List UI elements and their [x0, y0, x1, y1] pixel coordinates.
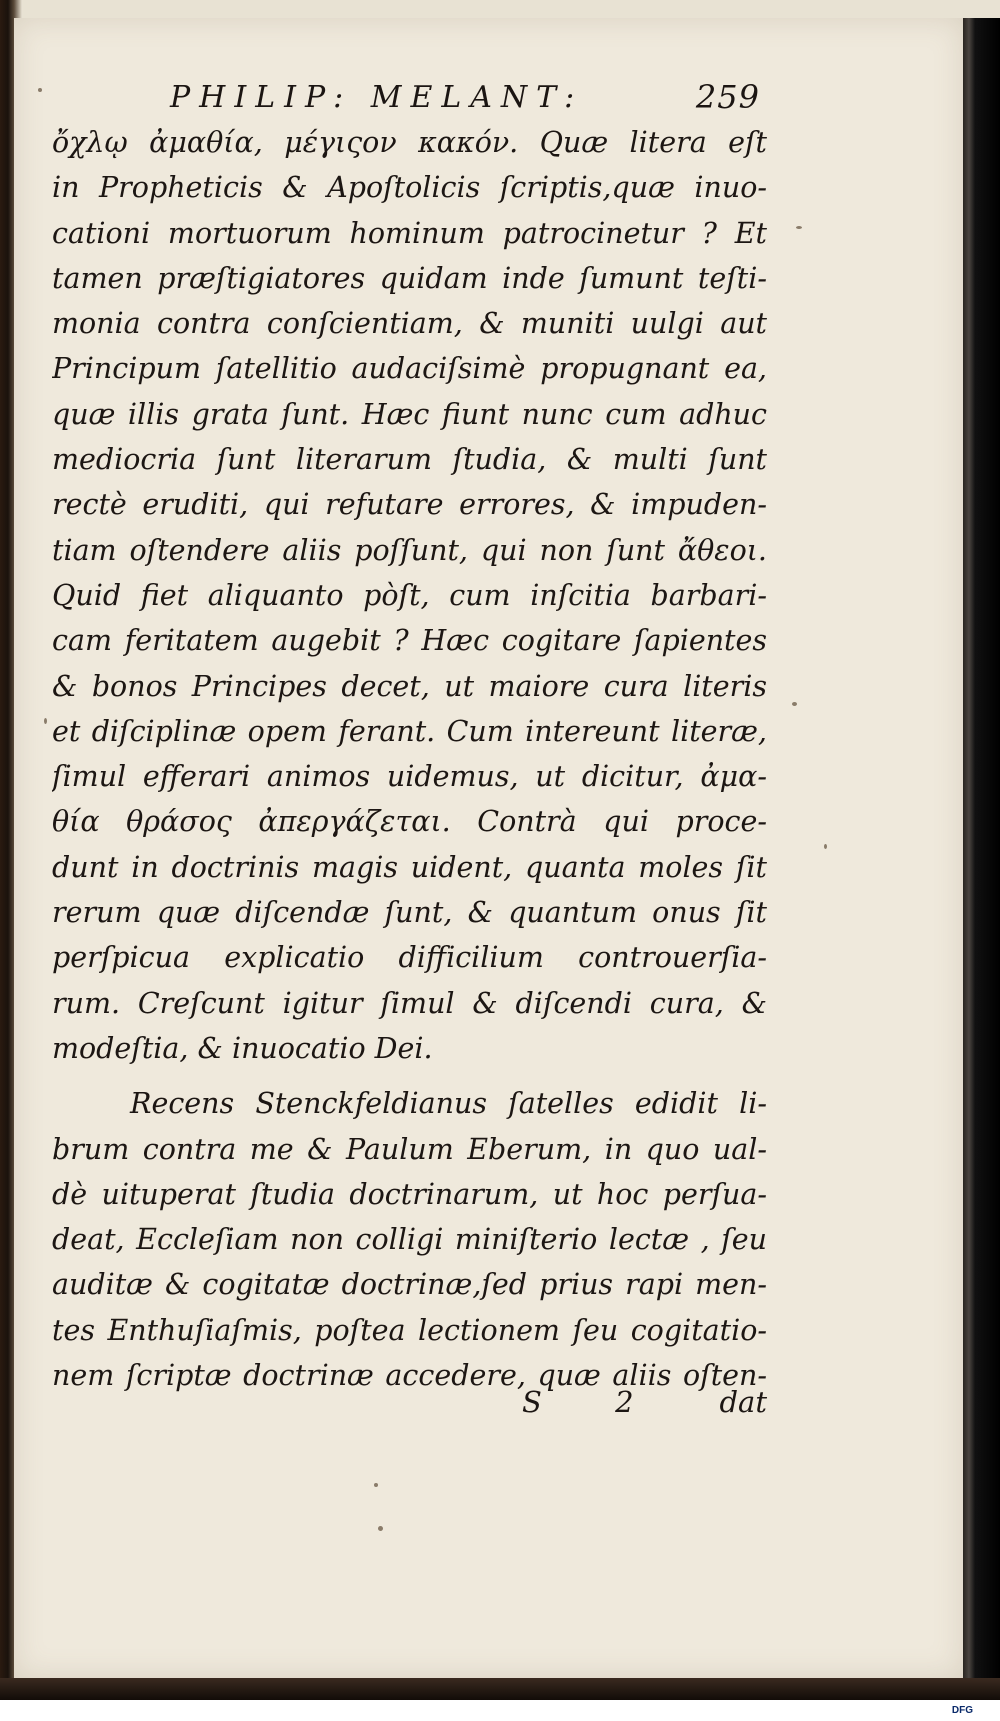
text-line: auditæ & cogitatæ doctrinæ,ſed prius rapi men-: [52, 1268, 767, 1302]
text-line: rum. Creſcunt igitur ſimul & diſcendi cura, &: [52, 986, 767, 1020]
paper-speck: [824, 844, 827, 849]
page-number: 259: [695, 78, 760, 116]
text-line: Quid fiet aliquanto pòſt, cum inſcitia barbari-: [52, 578, 767, 612]
page-edge-bottom: [0, 1678, 1000, 1700]
text-line: modeſtia, & inuocatio Dei.: [52, 1031, 433, 1065]
text-line: mediocria ſunt literarum ſtudia, & multi ſunt: [52, 443, 767, 477]
text-line: deat, Eccleſiam non colligi miniſterio lectæ , ſeu: [52, 1223, 767, 1257]
page-header: [170, 80, 760, 120]
paper-speck: [792, 702, 797, 706]
paragraph-1: [52, 120, 767, 1071]
signature-mark: S 2: [522, 1385, 666, 1419]
text-line: cationi mortuorum hominum patrocinetur ? Et: [52, 216, 767, 250]
catchword: dat: [719, 1385, 767, 1419]
paper-speck: [796, 226, 802, 229]
paragraph-2: [52, 1081, 767, 1398]
text-line: cam feritatem augebit ? Hæc cogitare ſapientes: [52, 624, 767, 658]
digitization-credit: [551, 1703, 976, 1717]
text-line: in Propheticis & Apoſtolicis ſcriptis,quæ inuo-: [52, 171, 767, 205]
text-line: dunt in doctrinis magis uident, quanta moles ſit: [52, 850, 767, 884]
credit-text: Digitalisierung gefördert durch die Deutsche Forschungsgemeinschaft -: [550, 1703, 945, 1717]
text-line: rerum quæ diſcendæ ſunt, & quantum onus ſit: [52, 896, 767, 930]
page-footer-marks: [52, 1385, 767, 1430]
text-line: quæ illis grata ſunt. Hæc fiunt nunc cum adhuc: [52, 397, 767, 431]
dfg-logo: DFG: [949, 1704, 976, 1717]
paper-speck: [38, 88, 42, 92]
page-edge-right: [963, 18, 1000, 1680]
text-line: Recens Stenckfeldianus ſatelles edidit li-: [130, 1087, 767, 1121]
text-line: dè uituperat ſtudia doctrinarum, ut hoc perſua-: [52, 1177, 767, 1211]
text-line: monia contra conſcientiam, & muniti uulgi aut: [52, 307, 767, 341]
text-line: Principum ſatellitio audaciſsimè propugnant ea,: [52, 352, 767, 386]
body-text: [52, 120, 767, 1398]
running-title: PHILIP: MELANT:: [170, 80, 584, 115]
text-line: tamen præſtigiatores quidam inde ſumunt teſti-: [52, 261, 767, 295]
text-line: nem ſcriptæ doctrinæ accedere, quæ aliis oſten-: [52, 1359, 767, 1393]
text-line: rectè eruditi, qui refutare errores, & impuden-: [52, 488, 767, 522]
paragraph-gap: [52, 1071, 767, 1081]
text-line: et diſciplinæ opem ferant. Cum intereunt literæ,: [52, 714, 767, 748]
paper-speck: [378, 1526, 383, 1531]
text-line: ὄχλῳ ἀμαθία, μέγιςον κακόν. Quæ litera eſt: [52, 126, 767, 159]
text-line: tes Enthuſiaſmis, poſtea lectionem ſeu cogitatio-: [52, 1313, 767, 1347]
text-line: & bonos Principes decet, ut maiore cura literis: [52, 669, 767, 703]
text-line: ſimul efferari animos uidemus, ut dicitur, ἀμα-: [52, 760, 767, 794]
text-line: brum contra me & Paulum Eberum, in quo ual-: [52, 1132, 767, 1166]
text-line: perſpicua explicatio difficilium controuerſia-: [52, 941, 767, 975]
text-line: θία θράσος ἀπεργάζεται. Contrà qui proce-: [52, 805, 767, 839]
text-line: tiam oſtendere aliis poſſunt, qui non ſunt ἄθεοι.: [52, 533, 767, 567]
paper-speck: [374, 1483, 378, 1487]
paper-speck: [44, 718, 47, 724]
